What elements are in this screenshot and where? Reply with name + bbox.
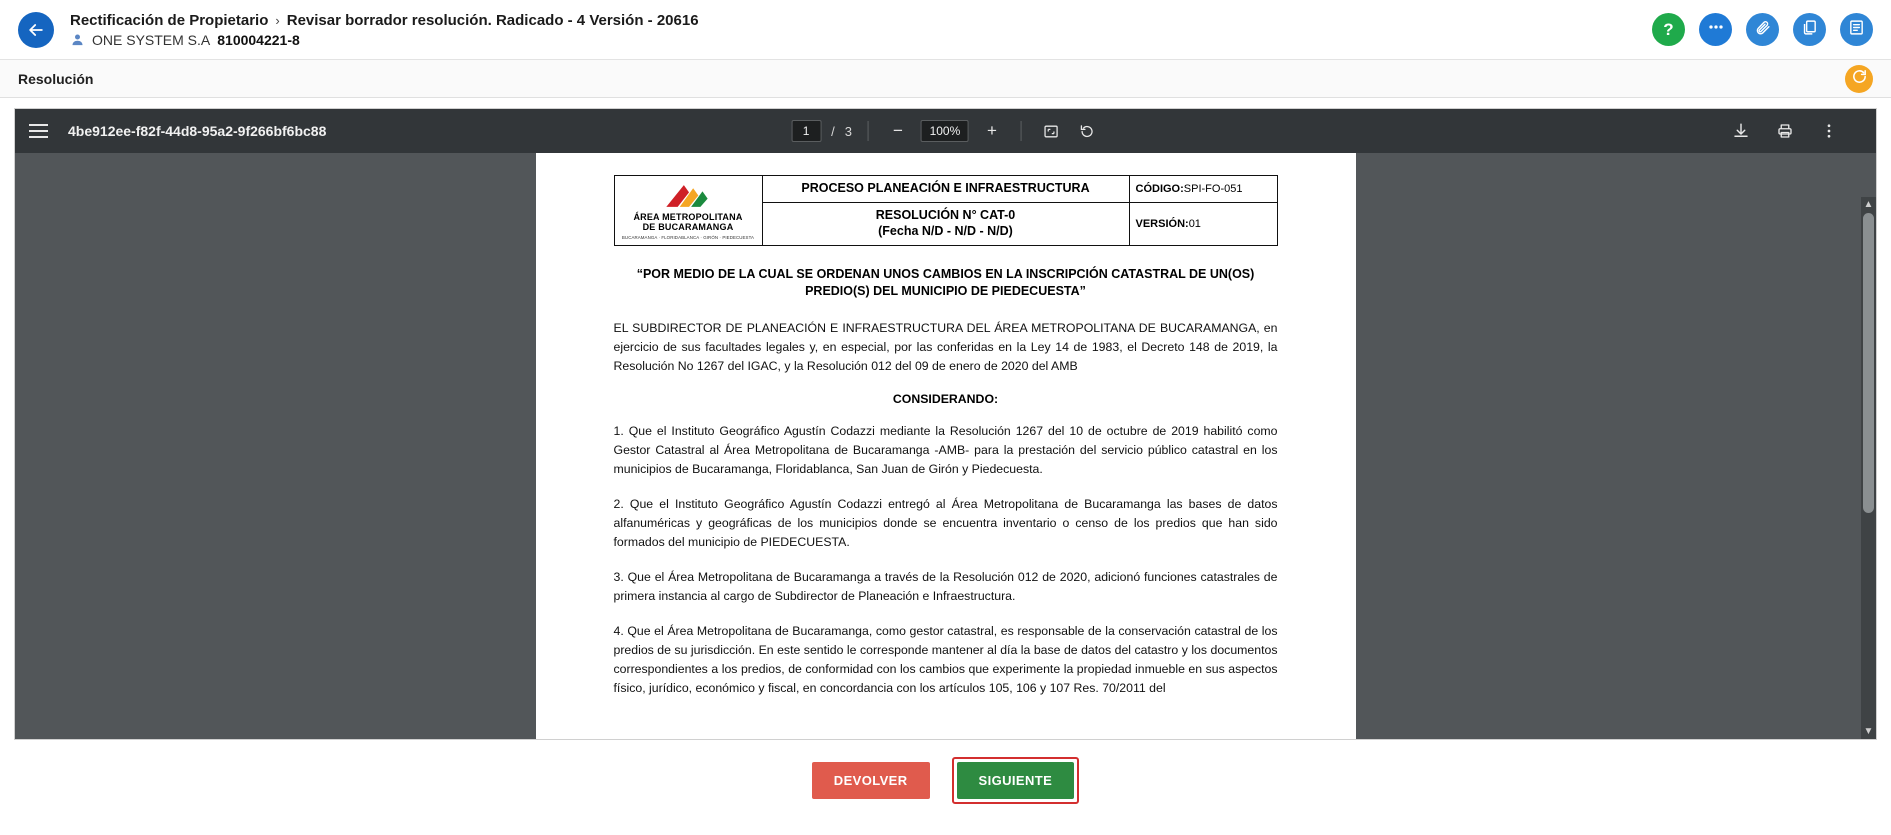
code-label: CÓDIGO:: [1135, 182, 1184, 195]
help-button[interactable]: [1652, 13, 1685, 46]
arrow-left-icon: [26, 20, 46, 40]
top-header: [0, 0, 1891, 60]
back-button[interactable]: [18, 12, 54, 48]
toolbar-divider: [868, 121, 869, 141]
breadcrumb-current: Revisar borrador resolución. Radicado - 4 Versión - 20616: [286, 11, 699, 29]
notes-button[interactable]: [1840, 13, 1873, 46]
header-actions: [1652, 13, 1873, 46]
company-name: ONE SYSTEM S.A: [92, 31, 211, 48]
more-options-button[interactable]: [1699, 13, 1732, 46]
considerando-label: CONSIDERANDO:: [892, 391, 999, 406]
zoom-out-button[interactable]: −: [892, 121, 903, 140]
scrollbar-thumb[interactable]: [1863, 213, 1874, 513]
pdf-page: [536, 153, 1356, 739]
document-item: 2. Que el Instituto Geográfico Agustín Codazzi entregó al Área Metropolitana de Bucaramanga las bases de datos alfanuméricas y geográficas de los municipios donde se encuentra inventario o censo de los predios que han sido formados del municipio de PIEDECUESTA.: [613, 497, 1278, 550]
vertical-scrollbar[interactable]: [1861, 197, 1876, 739]
attachments-button[interactable]: [1746, 13, 1779, 46]
document-header-table: [614, 175, 1278, 246]
document-intro: EL SUBDIRECTOR DE PLANEACIÓN E INFRAESTRUCTURA DEL ÁREA METROPOLITANA DE BUCARAMANGA, en ejercicio de sus facultades legales y, en especial, por las conferidas en la Ley 14 de 1983, el Decreto 148 de 2019, la Resolución No 1267 del IGAC, y la Resolución 012 del 09 de enero de 2020 del AMB: [613, 320, 1278, 373]
copy-document-icon: [1801, 19, 1818, 41]
document-heading: “POR MEDIO DE LA CUAL SE ORDENAN UNOS CAMBIOS EN LA INSCRIPCIÓN CATASTRAL DE UN(OS) PREDIO(S) DEL MUNICIPIO DE PIEDECUESTA”: [636, 266, 1255, 299]
table-row: [614, 176, 1277, 203]
page-total: 3: [844, 123, 852, 139]
document-code: [1129, 176, 1277, 203]
pdf-filename: 4be912ee-f82f-44d8-95a2-9f266bf6bc88: [68, 123, 327, 139]
download-icon[interactable]: [1728, 118, 1754, 144]
scroll-down-arrow-icon[interactable]: ▼: [1863, 726, 1874, 737]
pdf-menu-icon[interactable]: [1816, 118, 1842, 144]
sidebar-toggle-icon[interactable]: [29, 124, 48, 138]
zoom-in-button[interactable]: +: [986, 121, 997, 140]
document-version: [1129, 202, 1277, 245]
version-label: VERSIÓN:: [1135, 217, 1189, 230]
refresh-icon: [1851, 68, 1868, 90]
amb-logo-icon: [657, 181, 719, 211]
rotate-icon[interactable]: [1074, 118, 1100, 144]
document-item: 4. Que el Área Metropolitana de Bucaramanga, como gestor catastral, es responsable de la conservación catastral de los predios de su jurisdicción. En este sentido le corresponde mantener al día la base de datos del catastro y los documentos correspondientes a los predios, de conformidad con los cambios que experimente la propiedad inmueble en sus aspectos físico, jurídico, económico y fiscal, en concordancia con los artículos 105, 106 y 107 Res. 70/2011 del: [613, 624, 1278, 696]
question-mark-icon: ?: [1663, 19, 1674, 39]
process-title: PROCESO PLANEACIÓN E INFRAESTRUCTURA: [762, 176, 1129, 203]
breadcrumb: [70, 12, 699, 29]
pdf-page-controls: [791, 118, 1100, 144]
breadcrumb-root[interactable]: Rectificación de Propietario: [70, 11, 269, 29]
header-text: [70, 12, 699, 48]
paperclip-icon: [1754, 19, 1771, 41]
footer-actions: [0, 740, 1891, 820]
pdf-toolbar: [15, 109, 1876, 153]
resolution-date: (Fecha N/D - N/D - N/D): [878, 223, 1013, 238]
section-bar: [0, 60, 1891, 98]
pdf-page-area[interactable]: [15, 153, 1876, 739]
version-value: 01: [1188, 217, 1201, 230]
resolution-title: RESOLUCIÓN N° CAT-0: [875, 208, 1016, 223]
toolbar-divider-2: [1021, 121, 1022, 141]
breadcrumb-separator-icon: ›: [275, 12, 280, 28]
scroll-up-arrow-icon[interactable]: ▲: [1863, 199, 1874, 210]
document-item: 1. Que el Instituto Geográfico Agustín Codazzi mediante la Resolución 1267 del 10 de octubre de 2019 habilitó como Gestor Catastral al Área Metropolitana de Bucaramanga -AMB- para la prestación del servicio público catastral en los municipios de Bucaramanga, Floridablanca, San Juan de Girón y Piedecuesta.: [613, 423, 1278, 477]
company-line: [70, 32, 699, 48]
company-nit: 810004221-8: [217, 31, 300, 48]
fit-page-icon[interactable]: [1038, 118, 1064, 144]
ellipsis-icon: [1706, 17, 1726, 42]
code-value: SPI-FO-051: [1183, 182, 1243, 195]
devolver-button[interactable]: DEVOLVER: [812, 762, 930, 799]
print-icon[interactable]: [1772, 118, 1798, 144]
refresh-button[interactable]: [1845, 65, 1873, 93]
document-item: 3. Que el Área Metropolitana de Bucaramanga a través de la Resolución 012 de 2020, adicionó funciones catastrales de primera instancia al cargo de Subdirector de Planeación e Infraestructura.: [613, 570, 1278, 604]
pdf-toolbar-right: [1728, 118, 1862, 144]
pdf-viewer: [14, 108, 1877, 740]
institution-logo: [614, 176, 762, 246]
page-number-input[interactable]: [791, 120, 821, 142]
person-icon: [70, 32, 85, 47]
zoom-level[interactable]: 100%: [921, 120, 969, 142]
documents-button[interactable]: [1793, 13, 1826, 46]
resolution-title-cell: [762, 202, 1129, 245]
notes-icon: [1848, 19, 1865, 41]
page-separator: /: [831, 123, 835, 139]
logo-subtitle: BUCARAMANGA · FLORIDABLANCA · GIRÓN · PIEDECUESTA: [621, 234, 755, 240]
section-title: Resolución: [18, 70, 94, 87]
siguiente-button-highlight: [952, 757, 1080, 804]
logo-name: ÁREA METROPOLITANA DE BUCARAMANGA: [633, 212, 743, 232]
siguiente-button[interactable]: SIGUIENTE: [957, 762, 1075, 799]
